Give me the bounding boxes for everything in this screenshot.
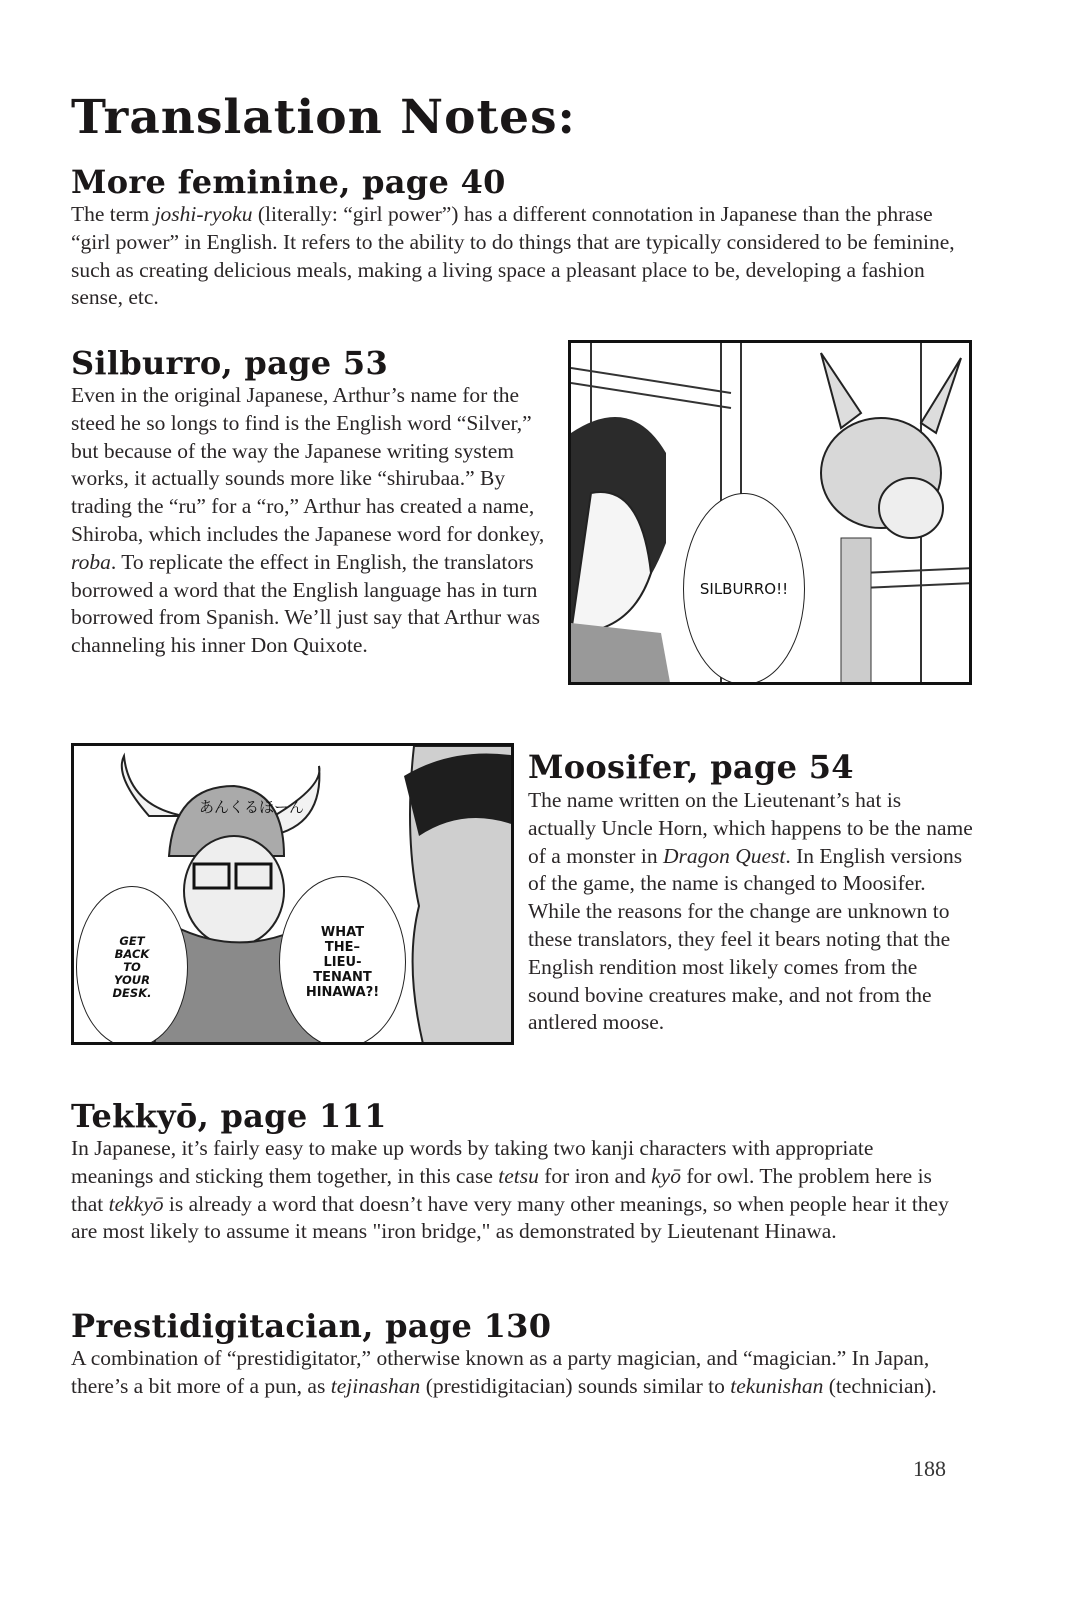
page-number: 188 xyxy=(913,1456,946,1481)
text-segment: for iron and xyxy=(538,1163,652,1188)
speech-bubble: WHAT THE– LIEU- TENANT HINAWA?! xyxy=(279,876,406,1045)
text-segment: A combination of “prestidigitator,” otherwise known as a party magician, and “magician.” In Japan, there’s a bit more of a pun, as xyxy=(71,1346,930,1398)
italic-term: roba xyxy=(71,549,111,574)
manga-panel-silburro xyxy=(568,340,972,685)
page-title: Translation Notes: xyxy=(71,90,576,145)
note-body xyxy=(71,382,549,660)
italic-term: joshi-ryoku xyxy=(154,202,253,226)
text-segment: Even in the original Japanese, Arthur’s name for the steed he so longs to find is the English word “Silver,” but because of the way the Japanese writing system works, it actually sounds more like “shirubaa.” By trading the “ru” for a “ro,” Arthur has created a name, Shiroba, which includes the Japanese word for donkey, xyxy=(71,383,545,546)
text-segment: . In English versions of the game, the name is changed to Moosifer. While the reasons for the change are unknown to these translators, they feel it bears noting that the English rendition most likely comes from the sound bovine creatures make, and not from the antlered moose. xyxy=(528,843,963,1035)
note-body xyxy=(71,1345,961,1401)
speech-bubble: SILBURRO!! xyxy=(683,493,805,685)
text-segment: is already a word that doesn’t have very many other meanings, so when people hear it they are most likely to assume it means "iron bridge," as demonstrated by Lieutenant Hinawa. xyxy=(71,1191,949,1244)
manga-panel-moosifer xyxy=(71,743,514,1045)
note-heading-silburro: Silburro, page 53 xyxy=(71,344,389,382)
text-segment: In Japanese, it’s fairly easy to make up words by taking two kanji characters with appropriate meanings and sticking them together, in this case xyxy=(71,1136,874,1188)
note-heading-moosifer: Moosifer, page 54 xyxy=(528,748,854,786)
note-heading-prestidigitacian: Prestidigitacian, page 130 xyxy=(71,1307,552,1345)
italic-term: tejinashan xyxy=(330,1373,421,1398)
text-segment: The name written on the Lieutenant’s hat is actually Uncle Horn, which happens to be the name of a monster in xyxy=(528,788,973,868)
italic-term: tekkyō xyxy=(108,1191,164,1216)
note-body xyxy=(71,201,976,312)
note-body xyxy=(71,1135,961,1246)
text-segment: (prestidigitacian) sounds similar to xyxy=(420,1373,731,1398)
text-segment: (literally: “girl power”) has a different connotation in Japanese than the phrase “girl power” in English. It refers to the ability to do things that are typically considered to be feminine, such as creating delicious meals, making a living space a pleasant place to be, developing a fashion sense, etc. xyxy=(71,202,955,310)
note-heading-tekkyo: Tekkyō, page 111 xyxy=(71,1097,387,1135)
text-segment: for owl. The problem here is that xyxy=(71,1163,932,1216)
hat-text: あんくるほーん xyxy=(199,798,305,816)
text-segment: . To replicate the effect in English, the translators borrowed a word that the English language has in turn borrowed from Spanish. We’ll just say that Arthur was channeling his inner Don Quixote. xyxy=(71,549,541,658)
text-segment: The term xyxy=(71,202,155,226)
italic-term: tekunishan xyxy=(730,1373,824,1398)
note-body xyxy=(528,787,973,1037)
note-heading-more-feminine: More feminine, page 40 xyxy=(71,163,506,201)
italic-term: Dragon Quest xyxy=(662,843,786,868)
speech-bubble: GET BACK TO YOUR DESK. xyxy=(76,886,188,1045)
text-segment: (technician). xyxy=(823,1373,937,1398)
italic-term: tetsu xyxy=(498,1163,539,1188)
italic-term: kyō xyxy=(651,1163,681,1188)
